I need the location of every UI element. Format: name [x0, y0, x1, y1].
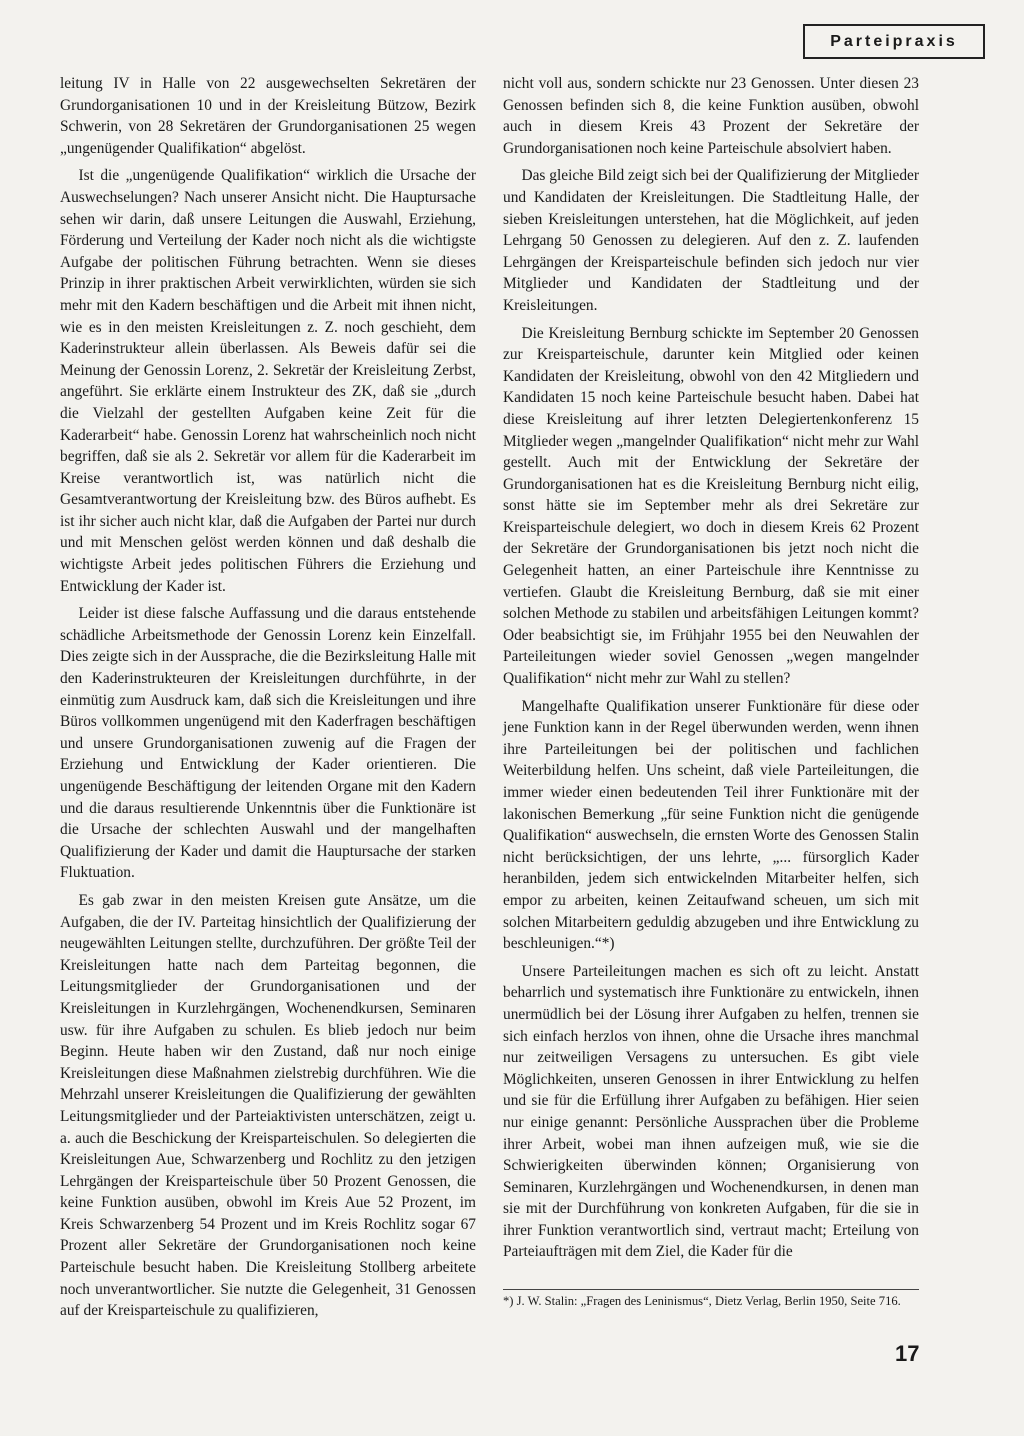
paragraph: Leider ist diese falsche Auffassung und die daraus entstehende schädliche Arbeitsmethode der Genossin Lorenz kein Einzelfall. Dies zeigte sich in der Aussprache, die die Bezirksleitung Halle mit den Kaderinstrukteuren der Kreisleitungen durchführte, in der einmütig zum Ausdruck kam, daß sich die Kreisleitungen und ihre Büros vollkommen ungenügend mit den Kaderfragen beschäftigen und unsere Grundorganisationen zuwenig auf die Fragen der Erziehung und Entwicklung der Kader orientieren. Die ungenügende Beschäftigung der leitenden Organe mit den Kadern und die daraus resultierende Unkenntnis über die Funktionäre ist die Ursache der schlechten Auswahl und der mangelhaften Qualifizierung der Kader und damit die Hauptursache der starken Fluktuation.: [60, 605, 476, 882]
left-column: [60, 73, 476, 1328]
section-title: Parteipraxis: [830, 32, 958, 50]
paragraph: Ist die „ungenügende Qualifikation“ wirklich die Ursache der Auswechselungen? Nach unserer Ansicht nicht. Die Hauptursache sehen wir darin, daß unsere Leitungen die Auswahl, Erziehung, Förderung und Verteilung der Kader noch nicht als die wichtigste Aufgabe der politischen Führung betrachten. Wenn sie dieses Prinzip in ihrer praktischen Arbeit verwirklichten, würden sie sich mehr mit den Kadern beschäftigen und die Arbeit mit ihnen nicht, wie es in den meisten Kreisleitungen z. Z. noch geschieht, dem Kaderinstrukteur allein überlassen. Als Beweis dafür sei die Meinung der Genossin Lorenz, 2. Sekretär der Kreisleitung Zerbst, angeführt. Sie erklärte einem Instrukteur des ZK, daß sie „durch die Vielzahl der gestellten Aufgaben keine Zeit für die Kaderarbeit“ habe. Genossin Lorenz hat wahrscheinlich noch nicht begriffen, daß sie als 2. Sekretär vor allem für die Kaderarbeit im Kreise verantwortlich ist, was natürlich nicht die Gesamtverantwortung der Kreisleitung bzw. des Büros aufhebt. Es ist ihr sicher auch nicht klar, daß die Aufgaben der Partei nur durch und mit Menschen gelöst werden können und daß deshalb die wichtigste Arbeit jedes politischen Führers die Erziehung und Entwicklung der Kader ist.: [60, 167, 476, 595]
paragraph: Das gleiche Bild zeigt sich bei der Qualifizierung der Mitglieder und Kandidaten der Kreisleitungen. Die Stadtleitung Halle, der sieben Kreisleitungen unterstehen, hat die Möglichkeit, auf jeden Lehrgang 50 Genossen zu delegieren. Auf den z. Z. laufenden Lehrgängen der Kreisparteischule befinden sich jedoch nur vier Mitglieder und Kandidaten der Stadtleitung und der Kreisleitungen.: [503, 167, 919, 314]
right-column: [503, 73, 919, 1269]
paragraph: nicht voll aus, sondern schickte nur 23 Genossen. Unter diesen 23 Genossen befinden sich 8, die keine Funktion ausüben, obwohl auch in diesem Kreis 43 Prozent der Sekretäre der Grundorganisationen noch keine Parteischule absolviert haben.: [503, 75, 919, 157]
page-number: 17: [895, 1341, 920, 1366]
paragraph: Mangelhafte Qualifikation unserer Funktionäre für diese oder jene Funktion kann in der Regel überwunden werden, wenn ihnen ihre Parteileitungen bei der politischen und fachlichen Weiterbildung helfen. Uns scheint, daß viele Parteileitungen, die immer wieder einen bedeutenden Teil ihrer Funktionäre mit der lakonischen Bemerkung „für seine Funktion nicht die genügende Qualifikation“ auswechseln, die ernsten Worte des Genossen Stalin nicht berücksichtigen, der uns lehrte, „... fürsorglich Kader heranbilden, jedem sich entwickelnden Mitarbeiter helfen, sich empor zu arbeiten, keinen Zeitaufwand scheuen, um sich mit solchen Mitarbeitern geduldig abzugeben und ihre Entwicklung zu beschleunigen.“*): [503, 697, 919, 953]
footnote: *) J. W. Stalin: „Fragen des Leninismus“, Dietz Verlag, Berlin 1950, Seite 716.: [503, 1289, 919, 1309]
section-header: [803, 24, 985, 59]
paragraph: Die Kreisleitung Bernburg schickte im September 20 Genossen zur Kreisparteischule, darunter kein Mitglied oder keinen Kandidaten der Kreisleitung, obwohl von den 42 Mitgliedern und Kandidaten 15 noch keine Parteischule besucht haben. Dabei hat diese Kreisleitung auf ihrer letzten Delegiertenkonferenz 15 Mitglieder wegen „mangelnder Qualifikation“ nicht mehr zur Wahl gestellt. Auch mit der Entwicklung der Sekretäre der Grundorganisationen hat es die Kreisleitung Bernburg nicht eilig, sonst hätte sie im September mehr als drei Sekretäre zur Kreisparteischule delegiert, wo doch in diesem Kreis 62 Prozent der Sekretäre der Grundorganisationen bis jetzt noch nicht die Gelegenheit hatten, an einer Parteischule ihre Kenntnisse zu vertiefen. Glaubt die Kreisleitung Bernburg, daß sie mit einer solchen Methode zu stabilen und arbeitsfähigen Leitungen kommt? Oder beabsichtigt sie, im Frühjahr 1955 bei den Neuwahlen der Parteileitungen wieder soviel Genossen „wegen mangelnder Qualifikation“ nicht mehr zur Wahl zu stellen?: [503, 324, 919, 688]
paragraph: Unsere Parteileitungen machen es sich oft zu leicht. Anstatt beharrlich und systematisch ihre Funktionäre zu entwickeln, ihnen unermüdlich bei der Lösung ihrer Aufgaben zu helfen, trennen sie sich einfach herzlos von ihnen, ohne die Ursache ihres manchmal nur zeitweiligen Versagens zu untersuchen. Es gibt viele Möglichkeiten, unseren Genossen in ihrer Entwicklung zu helfen und sie für die Erfüllung ihrer Aufgaben zu befähigen. Hier seien nur einige genannt: Persönliche Aussprachen über die Probleme ihrer Arbeit, wobei man ihnen aufzeigen muß, wie sie die Schwierigkeiten überwinden können; Organisierung von Seminaren, Kurzlehrgängen und Wochenendkursen, in denen man sie mit der Durchführung von konkreten Aufgaben, für die sie in ihrer Funktion verantwortlich sind, vertraut macht; Erteilung von Parteiaufträgen mit dem Ziel, die Kader für die: [503, 962, 919, 1261]
paragraph: Es gab zwar in den meisten Kreisen gute Ansätze, um die Aufgaben, die der IV. Parteitag hinsichtlich der Qualifizierung der neugewählten Leitungen stellte, durchzuführen. Der größte Teil der Kreisleitungen hatte nach dem Parteitag begonnen, die Leitungsmitglieder der Grundorganisationen und der Kreisleitungen in Kurzlehrgängen, Wochenendkursen, Seminaren usw. für ihre Aufgaben zu schulen. Es blieb jedoch nur beim Beginn. Heute haben wir den Zustand, daß nur noch einige Kreisleitungen diese Maßnahmen zielstrebig durchführen. Wie die Mehrzahl unserer Kreisleitungen die Qualifizierung der gewählten Leitungsmitglieder und der Parteiaktivisten unterschätzen, zeigt u. a. auch die Beschickung der Kreisparteischulen. So delegierten die Kreisleitungen Aue, Schwarzenberg und Rochlitz zu den jetzigen Lehrgängen der Kreisparteischule über 50 Prozent Genossen, die keine Funktion ausüben, obwohl im Kreis Aue 52 Prozent, im Kreis Schwarzenberg 54 Prozent und im Kreis Rochlitz sogar 67 Prozent aller Sekretäre der Grundorganisationen noch keine Parteischule besucht haben. Die Kreisleitung Stollberg arbeitete noch unverantwortlicher. Sie nutzte die Gelegenheit, 31 Genossen auf der Kreisparteischule zu qualifizieren,: [60, 891, 476, 1320]
paragraph: leitung IV in Halle von 22 ausgewechselten Sekretären der Grundorganisationen 10 und in der Kreisleitung Bützow, Bezirk Schwerin, von 28 Sekretären der Grundorganisationen 25 wegen „ungenügender Qualifikation“ abgelöst.: [60, 75, 476, 157]
